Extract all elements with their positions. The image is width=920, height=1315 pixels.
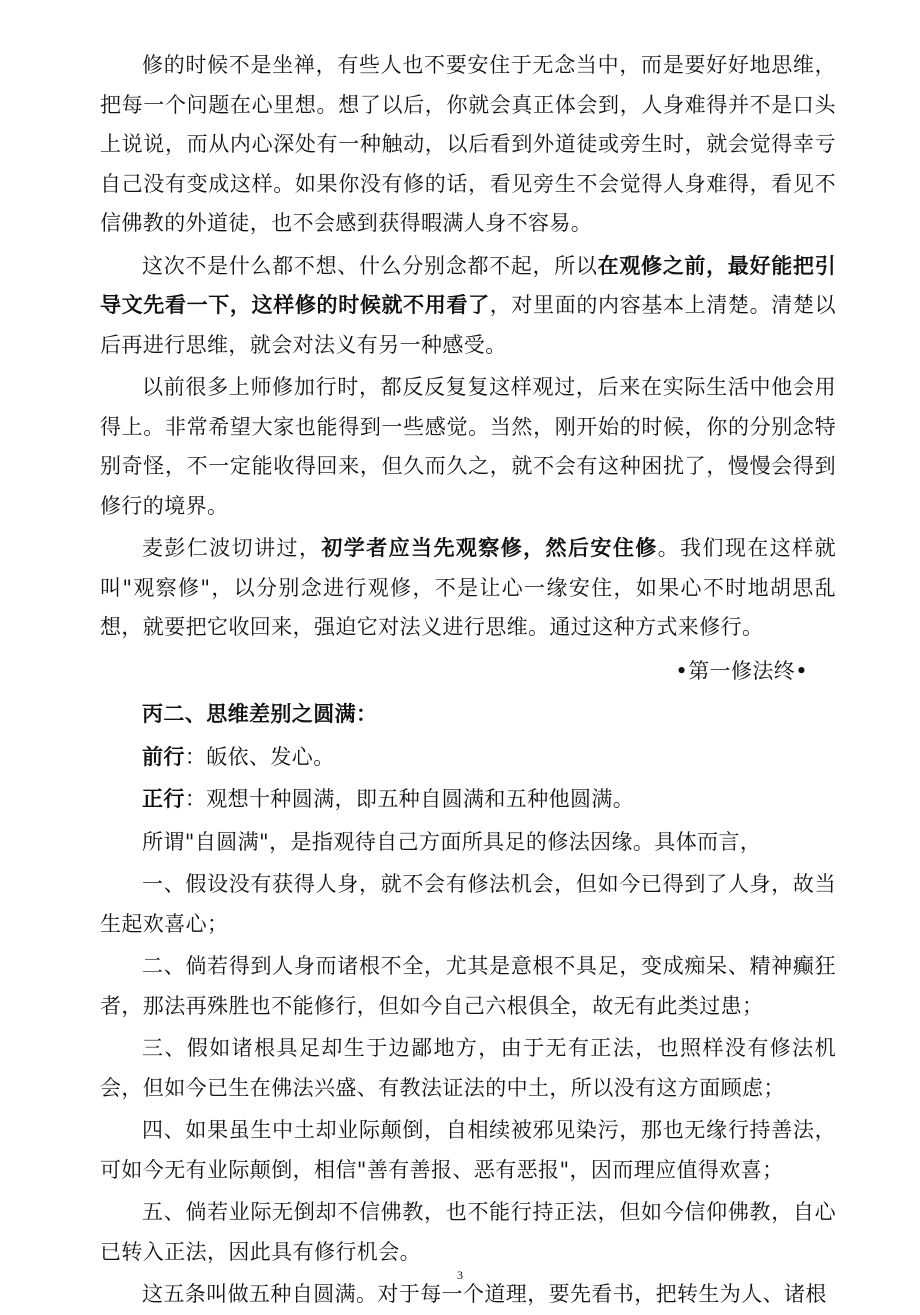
page-number: 3 — [457, 1268, 463, 1282]
list-item-1: 一、假设没有获得人身，就不会有修法机会，但如今已得到了人身，故当生起欢喜心； — [100, 872, 836, 936]
paragraph-self-perfection: 所谓"自圆满"，是指观待自己方面所具足的修法因缘。具体而言， — [142, 829, 762, 854]
paragraph-4-text-before: 麦彭仁波切讲过， — [142, 536, 322, 560]
paragraph-3: 以前很多上师修加行时，都反反复复这样观过，后来在实际生活中他会用得上。非常希望大家也能得到一些感觉。当然，刚开始的时候，你的分别念特别奇怪，不一定能收得回来，但久而久之，就不会有这种困扰了，慢慢会得到修行的境界。 — [100, 375, 836, 518]
main-practice-label: 正行 — [142, 787, 185, 811]
paragraph-2-text-after: ，对里面的内容基本上清楚。清楚以后再进行思维，就会对法义有另一种感受。 — [100, 293, 836, 357]
preliminary-label: 前行 — [142, 744, 185, 769]
list-item-5: 五、倘若业际无倒却不信佛教，也不能行持正法，但如今信仰佛教，自心已转入正法，因此具有修行机会。 — [100, 1200, 836, 1264]
list-item-3: 三、假如诸根具足却生于边鄙地方，由于无有正法，也照样没有修法机会，但如今已生在佛法兴盛、有教法证法的中土，所以没有这方面顾虑； — [100, 1036, 836, 1100]
list-item-4: 四、如果虽生中土却业际颠倒，自相续被邪见染污，那也无缘行持善法，可如今无有业际颠倒，相信"善有善报、恶有恶报"，因而理应值得欢喜； — [100, 1118, 836, 1182]
document-page — [100, 46, 836, 1315]
paragraph-4 — [100, 529, 836, 648]
section-heading: 丙二、思维差别之圆满： — [142, 702, 378, 726]
paragraph-2 — [100, 247, 836, 366]
paragraph-1: 修的时候不是坐禅，有些人也不要安住于无念当中，而是要好好地思维，把每一个问题在心里想。想了以后，你就会真正体会到，人身难得并不是口头上说说，而从内心深处有一种触动，以后看到外道徒或旁生时，就会觉得幸亏自己没有变成这样。如果你没有修的话，看见旁生不会觉得人身难得，看见不信佛教的外道徒，也不会感到获得暇满人身不容易。 — [100, 53, 836, 235]
preliminary-text: ：皈依、发心。 — [184, 744, 335, 769]
paragraph-4-text-after: 。我们现在这样就叫"观察修"，以分别念进行观修，不是让心一缘安住，如果心不时地胡思乱想，就要把它收回来，强迫它对法义进行思维。通过这种方式来修行。 — [100, 536, 836, 639]
main-practice-text: ：观想十种圆满，即五种自圆满和五种他圆满。 — [184, 787, 635, 811]
main-practice-line — [100, 780, 836, 820]
section-end-mark: •第一修法终• — [675, 658, 808, 683]
preliminary-line — [100, 738, 836, 778]
paragraph-4-emphasis: 初学者应当先观察修，然后安住修 — [321, 536, 658, 560]
paragraph-2-emphasis: 在观修之前，最好能把引导文先看一下，这样修的时候就不用看了 — [100, 253, 836, 317]
paragraph-closing: 这五条叫做五种自圆满。对于每一个道理，要先看书，把转生为人、诸根 — [142, 1282, 827, 1306]
paragraph-2-text-before: 这次不是什么都不想、什么分别念都不起，所以 — [142, 253, 598, 278]
list-item-2: 二、倘若得到人身而诸根不全，尤其是意根不具足，变成痴呆、精神癫狂者，那法再殊胜也不能修行，但如今自己六根俱全，故无有此类过患； — [100, 954, 836, 1018]
